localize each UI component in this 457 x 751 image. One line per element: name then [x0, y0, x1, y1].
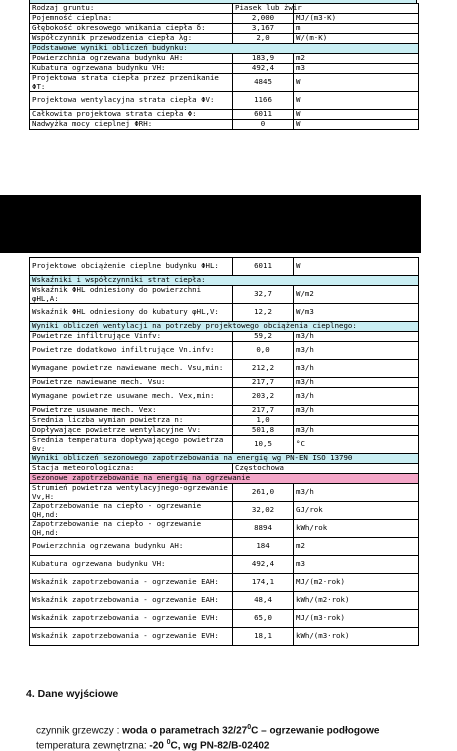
row-label: Projektowe obciążenie cieplne budynku ΦHL:: [30, 258, 233, 276]
outdoor-temperature-value-a: -20: [149, 740, 167, 751]
row-unit: m: [294, 24, 419, 34]
table-row: [30, 592, 419, 610]
row-value: 1166: [233, 92, 294, 110]
table-row: [30, 34, 419, 44]
table-row: [30, 378, 419, 388]
table-row: [30, 332, 419, 342]
row-label: Dopływające powietrze wentylacyjne Vv:: [30, 426, 233, 436]
table-row: [30, 502, 419, 520]
row-value: 1,0: [233, 416, 294, 426]
row-value: 261,0: [233, 484, 294, 502]
row-unit: kWh/(m3·rok): [294, 628, 419, 646]
row-value: 12,2: [233, 304, 294, 322]
row-unit: [294, 4, 419, 14]
row-unit: W: [294, 110, 419, 120]
row-value: 492,4: [233, 64, 294, 74]
row-value: 174,1: [233, 574, 294, 592]
row-unit: m3/h: [294, 388, 419, 406]
table-row: [30, 304, 419, 322]
row-value: 212,2: [233, 360, 294, 378]
table-row: [30, 24, 419, 34]
row-unit: [294, 416, 419, 426]
row-label: Powietrze infiltrujące Vinfv:: [30, 332, 233, 342]
row-value: 6011: [233, 258, 294, 276]
top-results-table: [29, 3, 419, 130]
row-label: Powietrze nawiewane mech. Vsu:: [30, 378, 233, 388]
row-label: Nadwyżka mocy cieplnej ΦRH:: [30, 120, 233, 130]
section-4-heading: 4. Dane wyjściowe: [26, 688, 119, 700]
table-row: [30, 406, 419, 416]
row-label: Kubatura ogrzewana budynku VH:: [30, 64, 233, 74]
row-unit: W: [294, 258, 419, 276]
outdoor-temperature-value-b: C, wg PN-82/B-02402: [170, 740, 270, 751]
row-unit: GJ/rok: [294, 502, 419, 520]
row-label: Całkowita projektowa strata ciepła Φ:: [30, 110, 233, 120]
row-value: 32,02: [233, 502, 294, 520]
row-value: 2,000: [233, 14, 294, 24]
section-header: Wyniki obliczeń sezonowego zapotrzebowania na energię wg PN-EN ISO 13790: [30, 454, 419, 464]
table-row: [30, 92, 419, 110]
table-row: [30, 484, 419, 502]
heating-medium-value-a: woda o parametrach 32/27: [122, 725, 248, 737]
row-unit: m3/h: [294, 484, 419, 502]
table-row: [30, 538, 419, 556]
row-label: Wskaźnik zapotrzebowania - ogrzewanie EVH:: [30, 610, 233, 628]
row-unit: m2: [294, 54, 419, 64]
row-unit: MJ/(m3·K): [294, 14, 419, 24]
row-label: Projektowa strata ciepła przez przenikanie ΦT:: [30, 74, 233, 92]
row-value: 492,4: [233, 556, 294, 574]
row-label: Powietrze dodatkowo infiltrujące Vn.infv:: [30, 342, 233, 360]
row-unit: kWh/(m2·rok): [294, 592, 419, 610]
table-row: [30, 64, 419, 74]
page-break-band: [0, 195, 421, 253]
row-unit: W: [294, 120, 419, 130]
row-value: 2,0: [233, 34, 294, 44]
heating-medium-value-b: C – ogrzewanie podłogowe: [251, 725, 380, 737]
degree-sup: 0: [247, 724, 252, 731]
row-unit: m2: [294, 538, 419, 556]
table-row: [30, 388, 419, 406]
row-value: 48,4: [233, 592, 294, 610]
table-row: [30, 464, 419, 474]
row-label: Powierzchnia ogrzewana budynku AH:: [30, 54, 233, 64]
section-header: Podstawowe wyniki obliczeń budynku:: [30, 44, 419, 54]
table-row: [30, 416, 419, 426]
row-value: 203,2: [233, 388, 294, 406]
highlighted-section-header: Sezonowe zapotrzebowanie na energię na ogrzewanie: [30, 474, 419, 484]
row-value: 183,9: [233, 54, 294, 64]
row-label: Powierzchnia ogrzewana budynku AH:: [30, 538, 233, 556]
row-value: 217,7: [233, 406, 294, 416]
row-unit: MJ/(m3·rok): [294, 610, 419, 628]
heating-medium-label: czynnik grzewczy :: [36, 725, 123, 737]
table-row: [30, 276, 419, 286]
table-row: [30, 342, 419, 360]
table-row: [30, 556, 419, 574]
row-label: Kubatura ogrzewana budynku VH:: [30, 556, 233, 574]
table-row: [30, 44, 419, 54]
row-value: 217,7: [233, 378, 294, 388]
row-unit: W/m2: [294, 286, 419, 304]
table-row: [30, 54, 419, 64]
table-row: [30, 14, 419, 24]
row-label: Wskaźnik ΦHL odniesiony do powierzchni φHL,A:: [30, 286, 233, 304]
row-value: 501,8: [233, 426, 294, 436]
heating-medium-line: [36, 724, 457, 736]
row-label: Rodzaj gruntu:: [30, 4, 233, 14]
table-row: [30, 574, 419, 592]
row-value: Częstochowa: [233, 464, 419, 474]
row-unit: W/m3: [294, 304, 419, 322]
row-value: Piasek lub żwir: [233, 4, 294, 14]
table-row: [30, 360, 419, 378]
row-value: 3,167: [233, 24, 294, 34]
table-row: [30, 454, 419, 464]
bottom-results-table: [29, 257, 419, 646]
table-row: [30, 286, 419, 304]
row-value: 10,5: [233, 436, 294, 454]
row-unit: m3/h: [294, 378, 419, 388]
row-label: Współczynnik przewodzenia ciepła λg:: [30, 34, 233, 44]
row-value: 59,2: [233, 332, 294, 342]
row-label: Wskaźnik ΦHL odniesiony do kubatury φHL,V:: [30, 304, 233, 322]
row-label: Pojemność cieplna:: [30, 14, 233, 24]
row-label: Zapotrzebowanie na ciepło - ogrzewanie QH,nd:: [30, 502, 233, 520]
row-unit: °C: [294, 436, 419, 454]
section-header: Wyniki obliczeń wentylacji na potrzeby projektowego obciążenia cieplnego:: [30, 322, 419, 332]
row-unit: kWh/rok: [294, 520, 419, 538]
row-unit: m3: [294, 556, 419, 574]
degree-sup: 0: [166, 739, 171, 746]
row-value: 18,1: [233, 628, 294, 646]
table-row: [30, 474, 419, 484]
row-unit: m3: [294, 64, 419, 74]
table-row: [30, 628, 419, 646]
row-value: 65,0: [233, 610, 294, 628]
row-label: Wskaźnik zapotrzebowania - ogrzewanie EVH:: [30, 628, 233, 646]
table-row: [30, 436, 419, 454]
row-label: Wymagane powietrze usuwane mech. Vex,min:: [30, 388, 233, 406]
table-row: [30, 258, 419, 276]
row-label: Wymagane powietrze nawiewane mech. Vsu,min:: [30, 360, 233, 378]
row-value: 6011: [233, 110, 294, 120]
row-label: Powietrze usuwane mech. Vex:: [30, 406, 233, 416]
row-label: Średnia temperatura dopływającego powietrza θv:: [30, 436, 233, 454]
row-unit: m3/h: [294, 360, 419, 378]
table-row: [30, 4, 419, 14]
row-unit: m3/h: [294, 426, 419, 436]
table-row: [30, 322, 419, 332]
row-unit: W: [294, 74, 419, 92]
row-label: Wskaźnik zapotrzebowania - ogrzewanie EAH:: [30, 574, 233, 592]
row-value: 32,7: [233, 286, 294, 304]
outdoor-temperature-line: [36, 739, 457, 751]
table-row: [30, 610, 419, 628]
row-value: 4845: [233, 74, 294, 92]
row-unit: W/(m·K): [294, 34, 419, 44]
row-label: Projektowa wentylacyjna strata ciepła ΦV:: [30, 92, 233, 110]
row-unit: m3/h: [294, 332, 419, 342]
row-label: Zapotrzebowanie na ciepło - ogrzewanie QH,nd:: [30, 520, 233, 538]
table-row: [30, 426, 419, 436]
row-label: Głębokość okresowego wnikania ciepła δ:: [30, 24, 233, 34]
row-label: Stacja meteorologiczna:: [30, 464, 233, 474]
section-header: Wskaźniki i współczynniki strat ciepła:: [30, 276, 419, 286]
row-value: 0: [233, 120, 294, 130]
row-unit: m3/h: [294, 406, 419, 416]
row-value: 0,0: [233, 342, 294, 360]
row-label: Średnia liczba wymian powietrza n:: [30, 416, 233, 426]
row-value: 184: [233, 538, 294, 556]
row-unit: m3/h: [294, 342, 419, 360]
row-label: Strumień powietrza wentylacyjnego-ogrzewanie Vv,H:: [30, 484, 233, 502]
row-label: Wskaźnik zapotrzebowania - ogrzewanie EAH:: [30, 592, 233, 610]
table-row: [30, 74, 419, 92]
table-row: [30, 120, 419, 130]
table-row: [30, 520, 419, 538]
row-value: 8894: [233, 520, 294, 538]
row-unit: MJ/(m2·rok): [294, 574, 419, 592]
outdoor-temperature-label: temperatura zewnętrzna:: [36, 740, 150, 751]
table-row: [30, 110, 419, 120]
row-unit: W: [294, 92, 419, 110]
